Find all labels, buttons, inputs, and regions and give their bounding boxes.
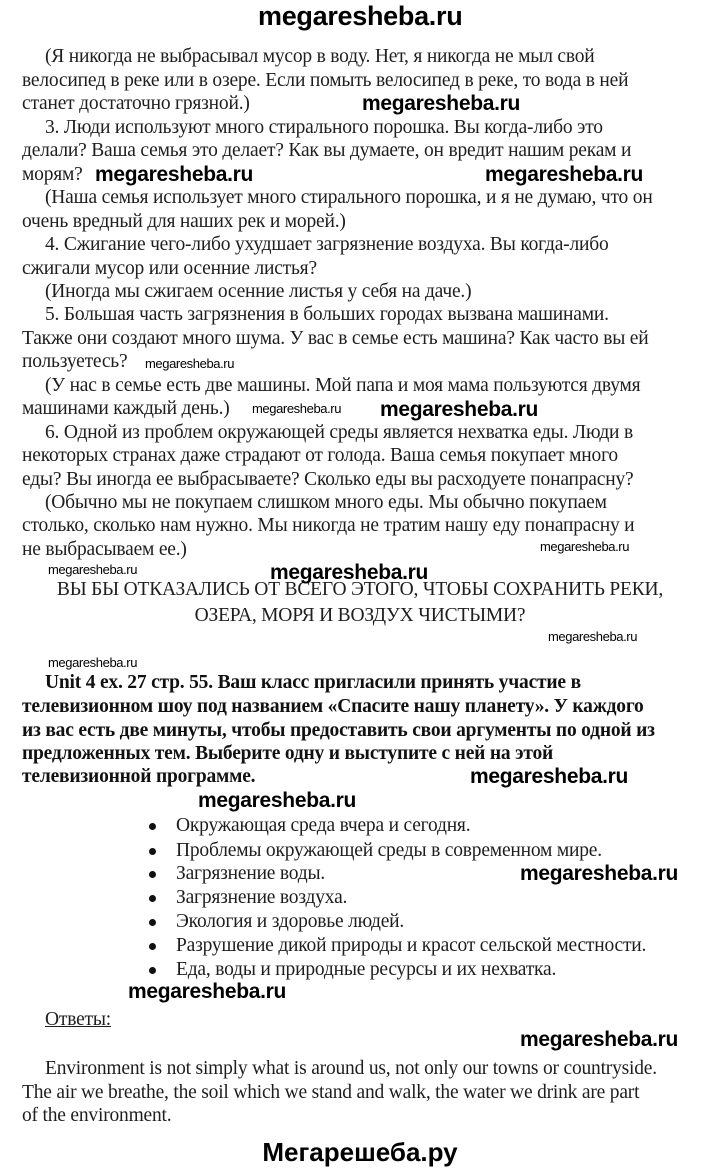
topic-item: Еда, воды и природные ресурсы и их нехватка. — [176, 959, 557, 980]
watermark: megaresheba.ru — [252, 401, 342, 416]
text-line: некоторых странах даже страдают от голода. Ваша семья покупает много — [22, 445, 618, 466]
bullet-icon — [149, 848, 156, 855]
bullet-icon — [149, 895, 156, 902]
text-line: столько, сколько нам нужно. Мы никогда не тратим нашу еду понапрасну и — [22, 515, 635, 536]
text-line: еды? Вы иногда ее выбрасываете? Сколько еды вы расходуете понапрасну? — [22, 469, 634, 490]
text-line: (У нас в семье есть две машины. Мой папа и моя мама пользуются двумя — [45, 375, 641, 396]
text-line: велосипед в реке или в озере. Если помыть велосипед в реке, то вода в ней — [22, 70, 629, 91]
answer-line: Environment is not simply what is around us, not only our towns or countryside. — [45, 1058, 657, 1079]
text-line: пользуетесь? — [22, 351, 128, 372]
watermark: megaresheba.ru — [95, 163, 254, 186]
text-line: не выбрасываем ее.) — [22, 539, 187, 560]
topic-item: Загрязнение воды. — [176, 863, 326, 884]
text-line: сжигали мусор или осенние листья? — [22, 258, 317, 279]
watermark: megaresheba.ru — [270, 561, 429, 584]
topic-item: Разрушение дикой природы и красот сельской местности. — [176, 935, 647, 956]
heading-line-row — [0, 605, 720, 627]
watermark: megaresheba.ru — [48, 562, 138, 577]
task-line: из вас есть две минуты, чтобы предоставить свои аргументы по одной из — [22, 720, 655, 741]
watermark: megaresheba.ru — [362, 92, 521, 115]
footer-watermark: Мегарешеба.ру — [262, 1137, 458, 1167]
text-line: (Обычно мы не покупаем слишком много еды. Мы обычно покупаем — [45, 492, 607, 513]
watermark: megaresheba.ru — [520, 1028, 679, 1051]
watermark: megaresheba.ru — [128, 980, 287, 1003]
text-line: 3. Люди используют много стирального порошка. Вы когда-либо это — [45, 117, 603, 138]
text-line: морям? — [22, 164, 83, 185]
task-line: Unit 4 ex. 27 стр. 55. Ваш класс пригласили принять участие в — [45, 672, 581, 693]
watermark: megaresheba.ru — [145, 356, 235, 371]
topic-item: Экология и здоровье людей. — [176, 911, 405, 932]
topic-item: Окружающая среда вчера и сегодня. — [176, 815, 471, 836]
task-line: телевизионной программе. — [22, 766, 256, 787]
watermark: megaresheba.ru — [198, 789, 357, 812]
watermark: megaresheba.ru — [485, 163, 644, 186]
bullet-icon — [149, 943, 156, 950]
watermark: megaresheba.ru — [548, 629, 638, 644]
text-line: (Наша семья использует много стирального порошка, и я не думаю, что он — [45, 187, 653, 208]
bullet-icon — [149, 967, 156, 974]
answer-line: The air we breathe, the soil which we stand and walk, the water we drink are part — [22, 1082, 640, 1103]
text-line: машинами каждый день.) — [22, 398, 230, 419]
bullet-icon — [149, 871, 156, 878]
heading-line: ВЫ БЫ ОТКАЗАЛИСЬ ОТ ВСЕГО ЭТОГО, ЧТОБЫ СОХРАНИТЬ РЕКИ, — [56, 579, 664, 600]
topic-item: Загрязнение воздуха. — [176, 887, 348, 908]
text-line: 4. Сжигание чего-либо ухудшает загрязнение воздуха. Вы когда-либо — [45, 234, 609, 255]
bullet-icon — [149, 823, 156, 830]
text-line: 6. Одной из проблем окружающей среды является нехватка еды. Люди в — [45, 422, 633, 443]
heading-line: ОЗЕРА, МОРЯ И ВОЗДУХ ЧИСТЫМИ? — [194, 605, 526, 626]
watermark: megaresheba.ru — [470, 765, 629, 788]
text-line: станет достаточно грязной.) — [22, 93, 250, 114]
topic-item: Проблемы окружающей среды в современном мире. — [176, 840, 602, 861]
watermark: megaresheba.ru — [48, 655, 138, 670]
answers-label: Ответы: — [45, 1009, 111, 1030]
watermark: megaresheba.ru — [520, 862, 679, 885]
answer-line: of the environment. — [22, 1105, 172, 1126]
text-line: очень вредный для наших рек и морей.) — [22, 211, 346, 232]
bullet-icon — [149, 919, 156, 926]
text-line: делали? Ваша семья это делает? Как вы думаете, он вредит нашим рекам и — [22, 140, 632, 161]
watermark: megaresheba.ru — [258, 1, 463, 31]
text-line: (Я никогда не выбрасывал мусор в воду. Нет, я никогда не мыл свой — [45, 46, 595, 67]
task-line: телевизионном шоу под названием «Спасите нашу планету». У каждого — [22, 696, 644, 717]
watermark: megaresheba.ru — [540, 539, 630, 554]
task-line: предложенных тем. Выберите одну и выступите с ней на этой — [22, 743, 554, 764]
watermark: megaresheba.ru — [380, 398, 539, 421]
text-line: Также они создают много шума. У вас в семье есть машина? Как часто вы ей — [22, 328, 649, 349]
text-line: (Иногда мы сжигаем осенние листья у себя на даче.) — [45, 281, 472, 302]
text-line: 5. Большая часть загрязнения в больших городах вызвана машинами. — [45, 304, 609, 325]
